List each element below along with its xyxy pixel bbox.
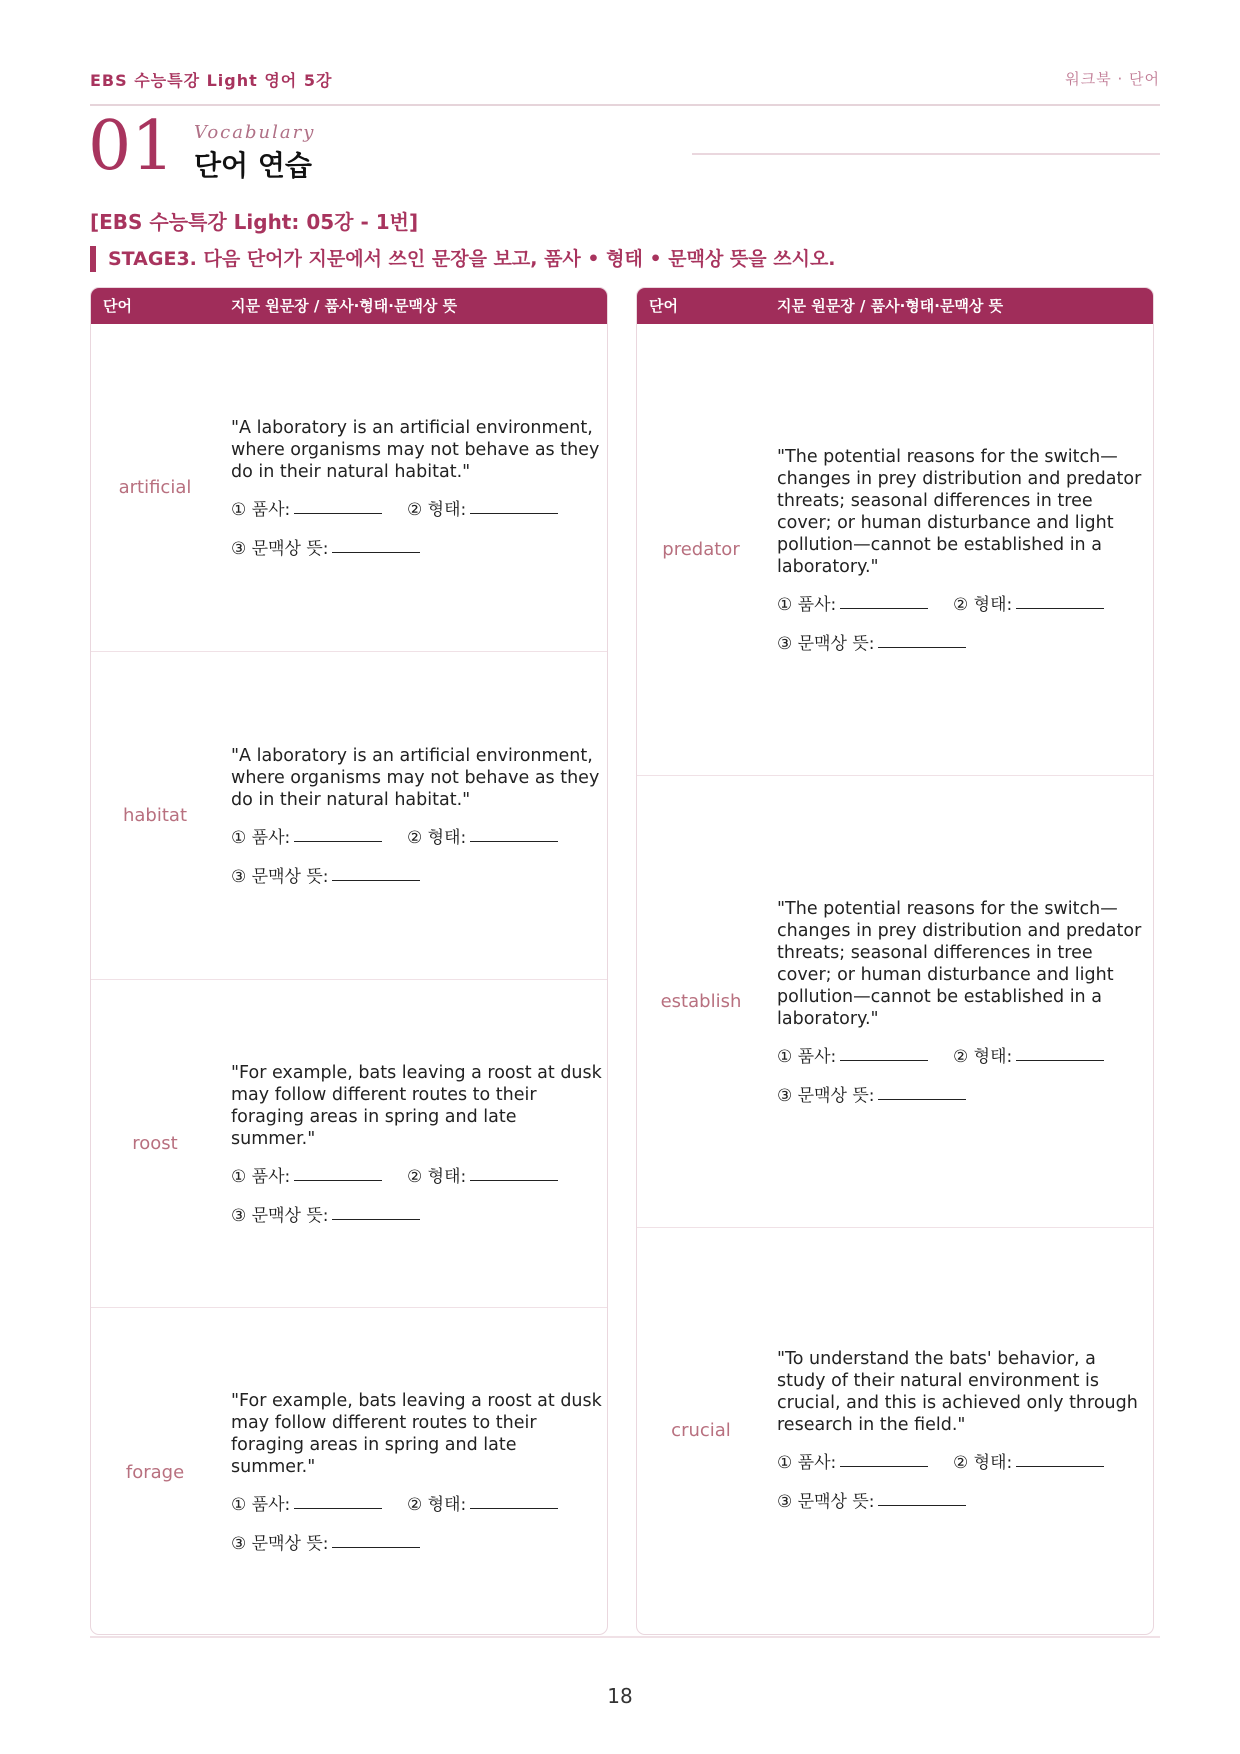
meaning-blank[interactable] — [878, 1081, 966, 1100]
row-content — [777, 446, 1149, 654]
meaning-blank[interactable] — [878, 629, 966, 648]
table-row — [637, 776, 1153, 1228]
answer-line-1 — [231, 495, 603, 520]
answer-line-2 — [231, 862, 603, 887]
source-sentence: "A laboratory is an artificial environment, where organisms may not behave as they do in their natural habitat." — [231, 417, 600, 482]
pos-label: ① 품사: — [777, 1453, 837, 1473]
pos-label: ① 품사: — [231, 499, 291, 520]
form-blank[interactable] — [470, 1490, 558, 1509]
section-tag: 워크북 · 단어 — [1065, 70, 1160, 88]
meaning-label: ③ 문맥상 뜻: — [777, 1085, 875, 1106]
table-row — [91, 652, 607, 980]
page-number: 18 — [607, 1684, 633, 1708]
source-sentence: "For example, bats leaving a roost at dusk may follow different routes to their foraging areas in spring and late summer." — [231, 1062, 602, 1149]
stage-instruction: STAGE3. 다음 단어가 지문에서 쓰인 문장을 보고, 품사 • 형태 • 문맥상 뜻을 쓰시오. — [90, 246, 836, 272]
table-row — [637, 324, 1153, 776]
source-sentence: "For example, bats leaving a roost at dusk may follow different routes to their foraging areas in spring and late summer." — [231, 1391, 602, 1477]
meaning-label: ③ 문맥상 뜻: — [231, 866, 329, 887]
pos-label: ① 품사: — [777, 594, 837, 615]
meaning-label: ③ 문맥상 뜻: — [231, 1534, 329, 1554]
header-word: 단어 — [103, 297, 132, 315]
vocab-word: habitat — [122, 805, 187, 826]
form-label: ② 형태: — [953, 1453, 1013, 1473]
form-label: ② 형태: — [407, 1495, 467, 1515]
answer-line-2 — [231, 534, 603, 559]
row-content — [231, 1390, 603, 1554]
table-header — [91, 288, 607, 324]
pos-answer — [231, 495, 407, 520]
table-body — [637, 324, 1153, 1634]
pos-answer — [231, 1162, 407, 1187]
pos-blank[interactable] — [840, 1448, 928, 1467]
vocab-word: roost — [132, 1133, 178, 1154]
pos-answer — [231, 823, 407, 848]
title-english: Vocabulary — [194, 122, 316, 143]
form-blank[interactable] — [470, 823, 558, 842]
pos-answer — [777, 1042, 953, 1067]
vocab-word: artificial — [118, 477, 192, 498]
vocab-word: crucial — [671, 1419, 731, 1441]
meaning-blank[interactable] — [332, 534, 420, 553]
pos-blank[interactable] — [294, 495, 382, 514]
title-divider — [692, 153, 1160, 155]
form-label: ② 형태: — [953, 1046, 1013, 1067]
pos-label: ① 품사: — [231, 827, 291, 848]
answer-line-2 — [777, 629, 1149, 654]
header-divider — [90, 104, 1160, 106]
form-blank[interactable] — [470, 1162, 558, 1181]
meaning-blank[interactable] — [878, 1487, 966, 1506]
form-blank[interactable] — [1016, 1042, 1104, 1061]
pos-answer — [777, 590, 953, 615]
table-row — [91, 324, 607, 652]
footer-divider — [90, 1636, 1160, 1638]
header-sentence: 지문 원문장 / 품사·형태·문맥상 뜻 — [777, 297, 1004, 315]
answer-line-2 — [231, 1529, 603, 1554]
form-label: ② 형태: — [953, 594, 1013, 615]
pos-blank[interactable] — [840, 590, 928, 609]
vocab-word: predator — [662, 539, 740, 560]
pos-answer — [777, 1448, 953, 1473]
page-title: 단어 연습 — [194, 149, 312, 182]
form-blank[interactable] — [1016, 1448, 1104, 1467]
answer-line-1 — [231, 1490, 603, 1515]
pos-blank[interactable] — [294, 1162, 382, 1181]
meaning-blank[interactable] — [332, 1529, 420, 1548]
running-header — [90, 68, 1160, 92]
meaning-label: ③ 문맥상 뜻: — [777, 1492, 875, 1512]
meaning-label: ③ 문맥상 뜻: — [231, 1205, 329, 1226]
answer-line-1 — [777, 590, 1149, 615]
form-label: ② 형태: — [407, 1166, 467, 1187]
meaning-blank[interactable] — [332, 862, 420, 881]
lesson-number: 01 — [88, 107, 175, 186]
pos-label: ① 품사: — [231, 1166, 291, 1187]
table-row — [91, 1308, 607, 1635]
answer-line-1 — [231, 823, 603, 848]
row-content — [231, 417, 603, 559]
meaning-blank[interactable] — [332, 1201, 420, 1220]
source-sentence: "A laboratory is an artificial environment, where organisms may not behave as they do in their natural habitat." — [231, 745, 600, 810]
pos-blank[interactable] — [294, 1490, 382, 1509]
source-reference: [EBS 수능특강 Light: 05강 - 1번] — [90, 210, 419, 234]
pos-label: ① 품사: — [231, 1495, 291, 1515]
header-word: 단어 — [649, 297, 678, 315]
form-label: ② 형태: — [407, 499, 467, 520]
source-sentence: "To understand the bats' behavior, a study of their natural environment is crucial, and this is achieved only through research in the field." — [777, 1349, 1138, 1435]
table-row — [91, 980, 607, 1308]
row-content — [777, 898, 1149, 1106]
pos-blank[interactable] — [840, 1042, 928, 1061]
source-sentence: "The potential reasons for the switch—changes in prey distribution and predator threats; seasonal differences in tree cover; or human disturbance and light pollution—cannot be established in a laboratory." — [777, 446, 1142, 577]
answer-line-1 — [777, 1448, 1149, 1473]
row-content — [777, 1348, 1149, 1512]
pos-blank[interactable] — [294, 823, 382, 842]
form-label: ② 형태: — [407, 827, 467, 848]
meaning-label: ③ 문맥상 뜻: — [777, 633, 875, 654]
header-sentence: 지문 원문장 / 품사·형태·문맥상 뜻 — [231, 297, 458, 315]
book-title: EBS 수능특강 Light 영어 5강 — [90, 71, 333, 90]
pos-label: ① 품사: — [777, 1046, 837, 1067]
vocab-word: forage — [125, 1461, 185, 1483]
form-blank[interactable] — [470, 495, 558, 514]
row-content — [231, 1062, 603, 1226]
form-blank[interactable] — [1016, 590, 1104, 609]
source-sentence: "The potential reasons for the switch—changes in prey distribution and predator threats; seasonal differences in tree cover; or human disturbance and light pollution—cannot be established in a laboratory." — [777, 898, 1142, 1029]
table-header — [637, 288, 1153, 324]
vocab-word: establish — [660, 991, 742, 1012]
table-row — [637, 1228, 1153, 1632]
answer-line-2 — [777, 1487, 1149, 1512]
table-body — [91, 324, 607, 1634]
answer-line-1 — [231, 1162, 603, 1187]
answer-line-2 — [231, 1201, 603, 1226]
vocab-table-left — [90, 287, 608, 1635]
answer-line-2 — [777, 1081, 1149, 1106]
answer-line-1 — [777, 1042, 1149, 1067]
row-content — [231, 745, 603, 887]
pos-answer — [231, 1490, 407, 1515]
vocab-table-right — [636, 287, 1154, 1635]
meaning-label: ③ 문맥상 뜻: — [231, 538, 329, 559]
